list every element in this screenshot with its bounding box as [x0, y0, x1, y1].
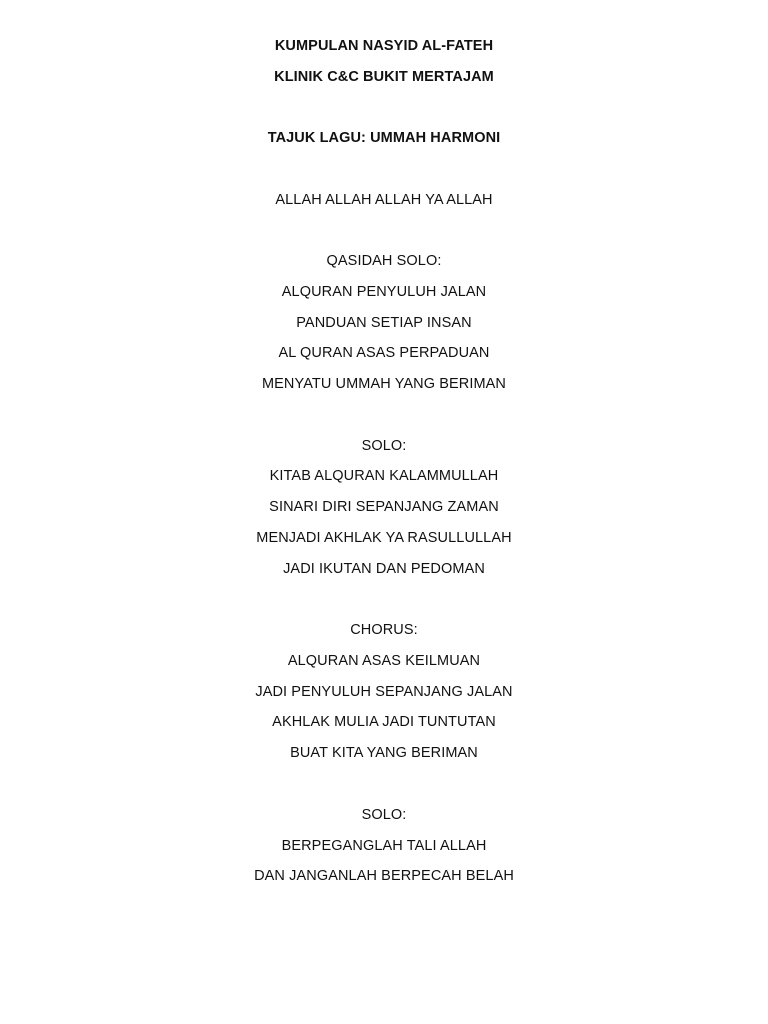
solo-line: KITAB ALQURAN KALAMMULLAH	[269, 468, 499, 484]
chorus-line: AKHLAK MULIA JADI TUNTUTAN	[272, 714, 496, 730]
group-name-heading: KUMPULAN NASYID AL-FATEH	[274, 38, 494, 54]
intro-line: ALLAH ALLAH ALLAH YA ALLAH	[275, 192, 493, 208]
chorus-line: BUAT KITA YANG BERIMAN	[290, 745, 478, 761]
qasidah-line: PANDUAN SETIAP INSAN	[296, 315, 472, 331]
solo-line: DAN JANGANLAH BERPECAH BELAH	[254, 868, 514, 884]
chorus-line: ALQURAN ASAS KEILMUAN	[287, 653, 481, 669]
solo-line: JADI IKUTAN DAN PEDOMAN	[283, 561, 485, 577]
solo-line: MENJADI AKHLAK YA RASULLULLAH	[256, 530, 512, 546]
chorus-heading: CHORUS:	[350, 622, 418, 638]
solo-line: SINARI DIRI SEPANJANG ZAMAN	[269, 499, 499, 515]
chorus-line: JADI PENYULUH SEPANJANG JALAN	[255, 684, 513, 700]
qasidah-line: ALQURAN PENYULUH JALAN	[281, 284, 487, 300]
qasidah-line: MENYATU UMMAH YANG BERIMAN	[261, 376, 507, 392]
solo-heading: SOLO:	[361, 807, 407, 823]
qasidah-line: AL QURAN ASAS PERPADUAN	[278, 345, 490, 361]
qasidah-heading: QASIDAH SOLO:	[326, 253, 442, 269]
clinic-heading: KLINIK C&C BUKIT MERTAJAM	[274, 69, 494, 85]
solo-line: BERPEGANGLAH TALI ALLAH	[281, 838, 487, 854]
solo-heading: SOLO:	[361, 438, 407, 454]
song-title: TAJUK LAGU: UMMAH HARMONI	[267, 130, 501, 146]
